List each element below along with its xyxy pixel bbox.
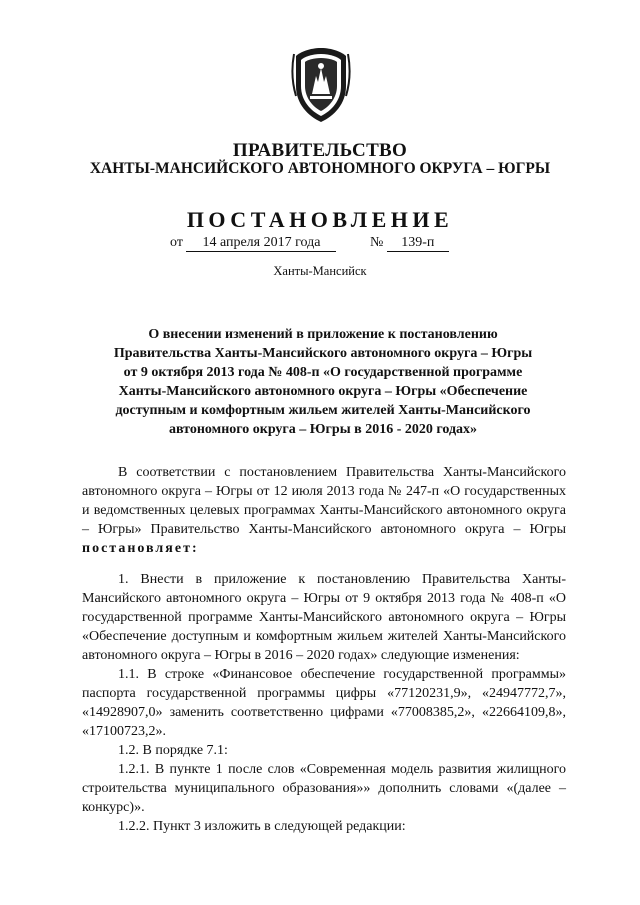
document-number: 139-п [387, 235, 449, 252]
title-line: О внесении изменений в приложение к постановлению [148, 327, 498, 342]
amendments-section [82, 570, 566, 836]
title-line: доступным и комфортным жильем жителей Ханты-Мансийского [115, 403, 531, 418]
organization-name: ПРАВИТЕЛЬСТВО [232, 140, 408, 161]
document-date: 14 апреля 2017 года [186, 235, 336, 252]
document-city: Ханты-Мансийск [273, 264, 367, 278]
coat-of-arms-icon [290, 46, 352, 124]
title-line: автономного округа – Югры в 2016 - 2020 годах» [168, 422, 478, 437]
item-1-2-1: 1.2.1. В пункте 1 после слов «Современная модель развития жилищного строительства муниципального образования»» дополнить словами «(далее – конкурс)». [82, 762, 566, 815]
date-prefix: от [170, 235, 183, 250]
document-type: ПОСТАНОВЛЕНИЕ [186, 207, 454, 232]
item-1-2-2: 1.2.2. Пункт 3 изложить в следующей редакции: [118, 819, 406, 834]
title-line: Ханты-Мансийского автономного округа – Югры «Обеспечение [118, 384, 528, 399]
title-line: от 9 октября 2013 года № 408-п «О государственной программе [123, 365, 523, 380]
organization-region: ХАНТЫ-МАНСИЙСКОГО АВТОНОМНОГО ОКРУГА – ЮГРЫ [89, 160, 551, 177]
item-1: 1. Внести в приложение к постановлению Правительства Ханты-Мансийского автономного округа – Югры от 9 октября 2013 года № 408-п «О государственной программе Ханты-Мансийского автономного округа – Югры «Обеспечение доступным и комфортным жильем жителей Ханты-Мансийского автономного округа – Югры в 2016 – 2020 годах» следующие изменения: [82, 572, 566, 663]
preamble-emphasis: постановляет: [82, 541, 199, 556]
document-title [88, 325, 558, 439]
preamble-paragraph [82, 463, 566, 558]
title-line: Правительства Ханты-Мансийского автономного округа – Югры [113, 346, 533, 361]
item-1-2: 1.2. В порядке 7.1: [118, 743, 228, 758]
number-prefix: № [369, 235, 384, 250]
date-number-line [170, 235, 449, 252]
item-1-1: 1.1. В строке «Финансовое обеспечение государственной программы» паспорта государственной программы цифры «77120231,9», «24947772,7», «14928907,0» заменить соответственно цифрами «77008385,2», «22664109,8», «17100723,2». [82, 667, 566, 739]
preamble-text: В соответствии с постановлением Правительства Ханты-Мансийского автономного округа – Югры от 12 июля 2013 года № 247-п «О государственных и ведомственных целевых программах Ханты-Мансийского автономного округа – Югры» Правительство Ханты-Мансийского автономного округа – Югры постановляет: [82, 465, 566, 556]
